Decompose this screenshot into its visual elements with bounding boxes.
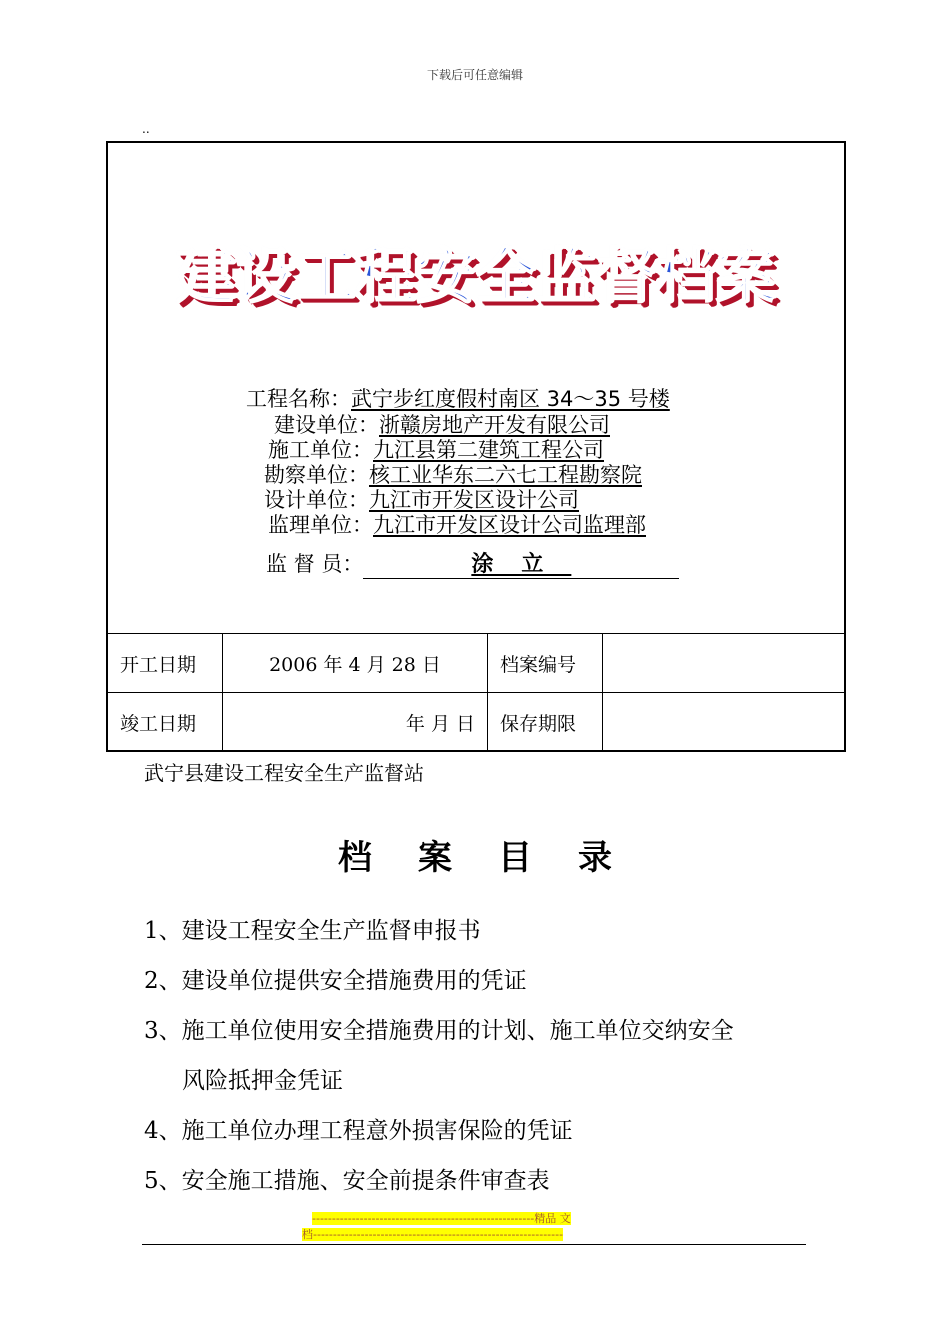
constructor-value: 九江县第二建筑工程公司 xyxy=(373,438,604,462)
archive-number-label: 档案编号 xyxy=(488,634,603,693)
inspector-row xyxy=(266,547,679,579)
toc-item: 1、建设工程安全生产监督申报书 xyxy=(144,918,481,944)
cover-title: 建设工程安全监督档案 xyxy=(176,242,776,312)
toc-item: 3、施工单位使用安全措施费用的计划、施工单位交纳安全 xyxy=(144,1018,734,1044)
project-name-value: 武宁步红度假村南区 34～35 号楼 xyxy=(351,387,670,411)
toc-title: 档案目录 xyxy=(338,838,658,878)
footer-watermark-line1: --------------------------------------------------------精品 文 xyxy=(312,1212,571,1225)
station-name: 武宁县建设工程安全生产监督站 xyxy=(144,761,424,785)
header-note: 下载后可任意编辑 xyxy=(426,68,523,82)
project-name-label: 工程名称： xyxy=(246,387,351,411)
dots-marker: .. xyxy=(142,122,150,136)
end-date-label: 竣工日期 xyxy=(108,693,223,752)
design-label: 设计单位： xyxy=(264,488,369,512)
toc-item: 4、施工单位办理工程意外损害保险的凭证 xyxy=(144,1118,573,1144)
supervision-label: 监理单位： xyxy=(268,513,373,537)
footer-watermark-line2: 档--------------------------------------------------------------- xyxy=(302,1228,564,1241)
builder-value: 浙赣房地产开发有限公司 xyxy=(379,413,610,437)
survey-label: 勘察单位： xyxy=(264,463,369,487)
archive-number-value xyxy=(603,634,845,693)
supervision-value: 九江市开发区设计公司监理部 xyxy=(373,513,646,537)
toc-list xyxy=(144,906,824,1206)
inspector-label: 监 督 员： xyxy=(266,552,364,576)
inspector-value: 涂立 xyxy=(363,547,679,579)
supervision-row xyxy=(268,509,646,539)
table-row xyxy=(108,634,844,693)
retention-value xyxy=(603,693,845,752)
builder-label: 建设单位： xyxy=(274,413,379,437)
table-row xyxy=(108,693,844,752)
start-date-value: 2006 年 4 月 28 日 xyxy=(223,634,488,693)
toc-item-continuation: 风险抵押金凭证 xyxy=(182,1068,343,1094)
date-table xyxy=(108,633,844,751)
end-date-value: 年 月 日 xyxy=(223,693,488,752)
design-value: 九江市开发区设计公司 xyxy=(369,488,579,512)
footer-divider xyxy=(142,1244,806,1245)
toc-item: 5、安全施工措施、安全前提条件审查表 xyxy=(144,1168,550,1194)
survey-value: 核工业华东二六七工程勘察院 xyxy=(369,463,642,487)
start-date-label: 开工日期 xyxy=(108,634,223,693)
cover-frame xyxy=(106,141,846,752)
constructor-label: 施工单位： xyxy=(268,438,373,462)
toc-item: 2、建设单位提供安全措施费用的凭证 xyxy=(144,968,527,994)
retention-label: 保存期限 xyxy=(488,693,603,752)
